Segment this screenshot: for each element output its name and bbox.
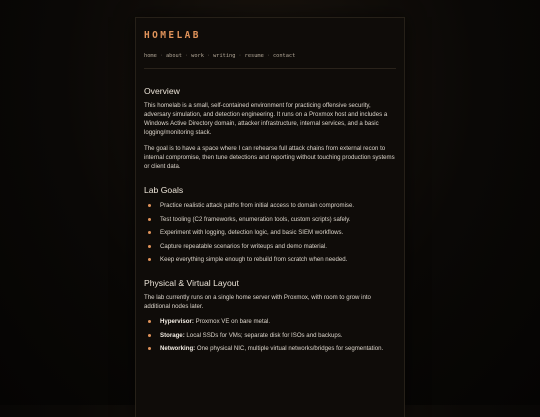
bullet-icon — [148, 245, 151, 248]
overview-section — [144, 86, 396, 171]
site-title[interactable]: HOMELAB — [144, 30, 201, 41]
goal-text: Experiment with logging, detection logic, and basic SIEM workflows. — [160, 229, 344, 236]
overview-paragraph-2: The goal is to have a space where I can rehearse full attack chains from external recon to internal compromise, then tune detections and reporting without touching production systems or client data. — [144, 145, 395, 170]
list-item — [144, 201, 396, 210]
layout-item-label: Storage: — [160, 331, 185, 339]
nav-home[interactable]: home — [144, 53, 157, 59]
layout-intro: The lab currently runs on a single home server with Proxmox, with room to grow into additional nodes later. — [144, 294, 371, 310]
nav-resume[interactable]: resume — [244, 53, 264, 59]
list-item — [144, 317, 396, 326]
content-card — [135, 17, 405, 417]
bullet-icon — [148, 320, 151, 323]
list-item — [144, 255, 396, 264]
layout-item-text: Local SSDs for VMs; separate disk for ISOs and backups. — [184, 331, 343, 339]
main-nav — [144, 53, 396, 69]
goal-text: Keep everything simple enough to rebuild from scratch when needed. — [160, 256, 348, 263]
bullet-icon — [148, 334, 151, 337]
goal-text: Practice realistic attack paths from initial access to domain compromise. — [160, 202, 355, 209]
layout-item-text: Proxmox VE on bare metal. — [193, 318, 271, 325]
overview-paragraph-1: This homelab is a small, self-contained environment for practicing offensive security, adversary simulation, and detection engineering. It runs on a Proxmox host and includes a Windows Active Directory domain, attacker infrastructure, internal services, and a basic logging/monitoring stack. — [144, 102, 388, 136]
layout-list — [144, 317, 396, 353]
lab-goals-heading: Lab Goals — [144, 185, 184, 195]
nav-writing[interactable]: writing — [213, 53, 236, 59]
list-item — [144, 331, 396, 340]
list-item — [144, 344, 396, 353]
overview-heading: Overview — [144, 86, 180, 96]
list-item — [144, 242, 396, 251]
nav-separator: · — [159, 53, 163, 59]
list-item — [144, 215, 396, 224]
bullet-icon — [148, 204, 151, 207]
list-item — [144, 228, 396, 237]
nav-separator: · — [184, 53, 189, 59]
nav-separator: · — [238, 53, 242, 59]
nav-work[interactable]: work — [191, 53, 204, 59]
nav-separator: · — [206, 53, 211, 59]
layout-section — [144, 278, 396, 353]
lab-goals-list — [144, 201, 396, 264]
nav-about[interactable]: about — [165, 53, 182, 59]
nav-contact[interactable]: contact — [272, 53, 296, 59]
bullet-icon — [148, 231, 151, 234]
bullet-icon — [148, 218, 151, 221]
bullet-icon — [148, 347, 151, 350]
lab-goals-section — [144, 185, 396, 264]
layout-item-label: Networking: — [160, 345, 196, 352]
goal-text: Capture repeatable scenarios for writeups and demo material. — [160, 242, 327, 250]
layout-item-text: One physical NIC, multiple virtual networks/bridges for segmentation. — [195, 345, 384, 352]
layout-item-label: Hypervisor: — [160, 318, 194, 325]
nav-separator: · — [266, 53, 270, 59]
bullet-icon — [148, 258, 151, 261]
goal-text: Test tooling (C2 frameworks, enumeration tools, custom scripts) safely. — [160, 215, 351, 223]
layout-heading: Physical & Virtual Layout — [144, 278, 239, 288]
